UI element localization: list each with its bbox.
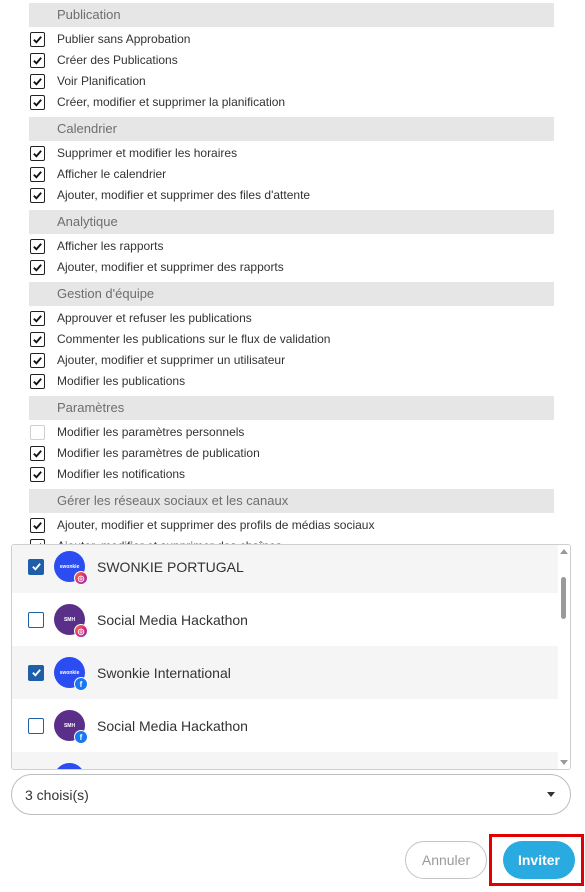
permission-label: Ajouter, modifier et supprimer des profils de médias sociaux [57,518,375,532]
permission-row[interactable] [30,443,260,463]
permission-checkbox[interactable] [30,260,45,275]
permission-row[interactable] [30,92,285,112]
permission-checkbox[interactable] [30,518,45,533]
permission-row[interactable] [30,350,285,370]
caret-down-icon[interactable] [547,792,555,797]
account-avatar [54,710,85,741]
account-name: SWONKIE PORTUGAL [97,558,244,575]
account-avatar [54,657,85,688]
permission-row[interactable] [30,71,146,91]
permission-label: Modifier les notifications [57,467,186,481]
section-header: Gestion d'équipe [29,282,554,306]
permission-label: Créer, modifier et supprimer la planification [57,95,286,109]
permission-checkbox[interactable] [30,425,45,440]
section-header: Publication [29,3,554,27]
account-row[interactable] [12,544,560,593]
permission-label: Ajouter, modifier et supprimer des rapports [57,260,284,274]
permission-checkbox[interactable] [30,167,45,182]
permission-label: Ajouter, modifier et supprimer un utilisateur [57,353,286,367]
cancel-button[interactable]: Annuler [405,841,487,879]
list-scrollbar[interactable] [558,545,570,769]
permission-checkbox[interactable] [30,188,45,203]
permission-row[interactable] [30,257,284,277]
permission-label: Ajouter, modifier et supprimer des files d'attente [57,188,311,202]
account-dropdown-list[interactable] [11,544,571,770]
accounts-select-value: 3 choisi(s) [25,786,89,803]
invite-button[interactable]: Inviter [503,841,575,879]
account-name: Swonkie International [97,664,231,681]
account-row[interactable] [12,752,560,770]
account-row[interactable] [12,699,560,752]
avatar-logo: swonkie [59,669,80,676]
permission-checkbox[interactable] [30,53,45,68]
permission-label: Afficher les rapports [57,239,164,253]
permission-checkbox[interactable] [30,467,45,482]
facebook-icon: f [74,677,88,691]
permission-row[interactable] [30,329,330,349]
permission-label: Commenter les publications sur le flux de validation [57,332,331,346]
permission-label: Créer des Publications [57,53,178,67]
permission-row[interactable] [30,143,237,163]
facebook-icon: f [74,730,88,744]
permission-checkbox[interactable] [30,353,45,368]
permission-checkbox[interactable] [30,239,45,254]
section-header: Gérer les réseaux sociaux et les canaux [29,489,554,513]
permission-label: Approuver et refuser les publications [57,311,252,325]
permission-row[interactable] [30,236,164,256]
permission-row[interactable] [30,515,374,535]
permission-checkbox[interactable] [30,32,45,47]
scroll-up-arrow-icon[interactable] [560,549,568,554]
permission-row[interactable] [30,464,185,484]
accounts-select[interactable] [11,774,571,815]
account-checkbox[interactable] [28,665,44,681]
permission-row[interactable] [30,308,252,328]
account-row[interactable] [12,593,560,646]
avatar-logo: swonkie [59,563,80,570]
permission-checkbox[interactable] [30,95,45,110]
permission-row[interactable] [30,164,166,184]
permission-checkbox[interactable] [30,446,45,461]
account-row[interactable] [12,646,560,699]
avatar-logo: SMH [63,722,76,729]
account-checkbox[interactable] [28,559,44,575]
permission-row[interactable] [30,50,178,70]
avatar-logo: SMH [63,616,76,623]
permission-checkbox[interactable] [30,374,45,389]
instagram-icon: ◎ [74,624,88,638]
permission-checkbox[interactable] [30,146,45,161]
scroll-thumb[interactable] [561,577,566,619]
account-avatar [54,763,85,770]
permission-row[interactable] [30,29,190,49]
permission-checkbox[interactable] [30,332,45,347]
account-checkbox[interactable] [28,718,44,734]
permission-checkbox[interactable] [30,311,45,326]
permission-label: Modifier les paramètres de publication [57,446,260,460]
account-checkbox[interactable] [28,612,44,628]
section-header: Paramètres [29,396,554,420]
permission-row[interactable] [30,185,310,205]
account-name: Social Media Hackathon [97,717,248,734]
account-avatar [54,604,85,635]
instagram-icon: ◎ [74,571,88,585]
permission-label: Modifier les paramètres personnels [57,425,245,439]
scroll-down-arrow-icon[interactable] [560,760,568,765]
permission-row[interactable] [30,371,185,391]
permission-label: Modifier les publications [57,374,186,388]
permission-label: Publier sans Approbation [57,32,191,46]
permission-checkbox[interactable] [30,74,45,89]
permission-row[interactable] [30,422,244,442]
permission-label: Afficher le calendrier [57,167,167,181]
permission-label: Voir Planification [57,74,146,88]
permission-label: Supprimer et modifier les horaires [57,146,238,160]
account-avatar [54,551,85,582]
section-header: Calendrier [29,117,554,141]
section-header: Analytique [29,210,554,234]
account-name: Social Media Hackathon [97,611,248,628]
